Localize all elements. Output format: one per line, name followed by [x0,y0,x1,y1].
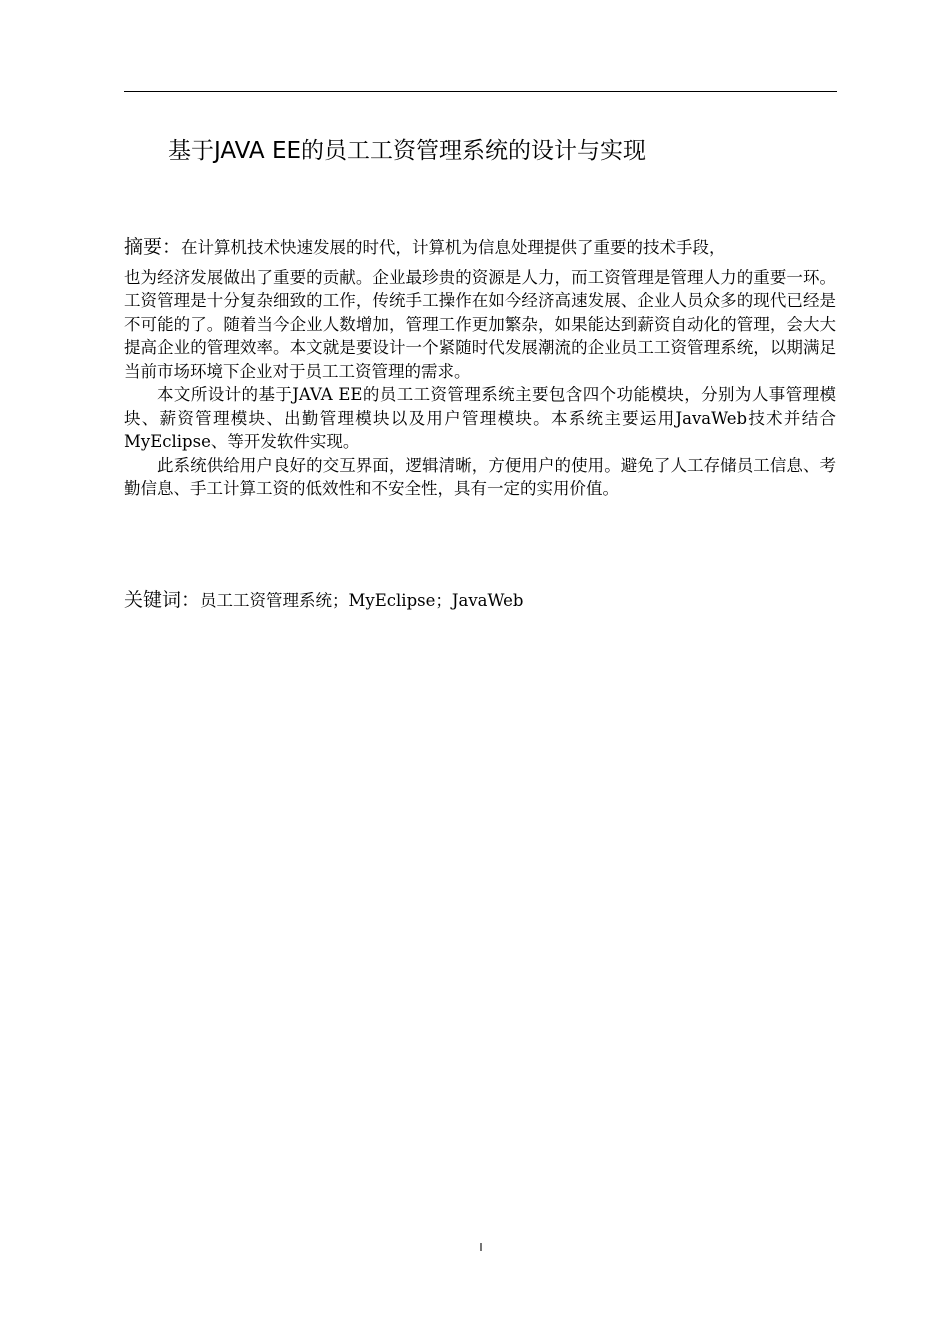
keywords-text: 员工工资管理系统；MyEclipse；JavaWeb [200,591,524,610]
abstract-section [124,236,836,501]
keywords-label: 关键词： [124,589,201,611]
abstract-paragraph-1: 也为经济发展做出了重要的贡献。企业最珍贵的资源是人力，而工资管理是管理人力的重要一环。工资管理是十分复杂细致的工作，传统手工操作在如今经济高速发展、企业人员众多的现代已经是不可能的了。随着当今企业人数增加，管理工作更加繁杂，如果能达到薪资自动化的管理，会大大提高企业的管理效率。本文就是要设计一个紧随时代发展潮流的企业员工工资管理系统，以期满足当前市场环境下企业对于员工工资管理的需求。 [124,267,836,381]
header-rule [124,91,837,92]
abstract-first-line [124,236,836,260]
page-number: I [479,1241,483,1254]
abstract-paragraph-2: 本文所设计的基于JAVA EE的员工工资管理系统主要包含四个功能模块，分别为人事管理模块、薪资管理模块、出勤管理模块以及用户管理模块。本系统主要运用JavaWeb技术并结合MyEclipse、等开发软件实现。 [124,385,836,451]
keywords-line [124,587,836,614]
abstract-paragraph-3: 此系统供给用户良好的交互界面，逻辑清晰，方便用户的使用。避免了人工存储员工信息、考勤信息、手工计算工资的低效性和不安全性，具有一定的实用价值。 [124,455,836,498]
document-title: 基于JAVA EE的员工工资管理系统的设计与实现 [168,138,647,164]
abstract-first-line-text: 在计算机技术快速发展的时代，计算机为信息处理提供了重要的技术手段， [181,238,726,257]
abstract-label: 摘要： [124,236,182,258]
